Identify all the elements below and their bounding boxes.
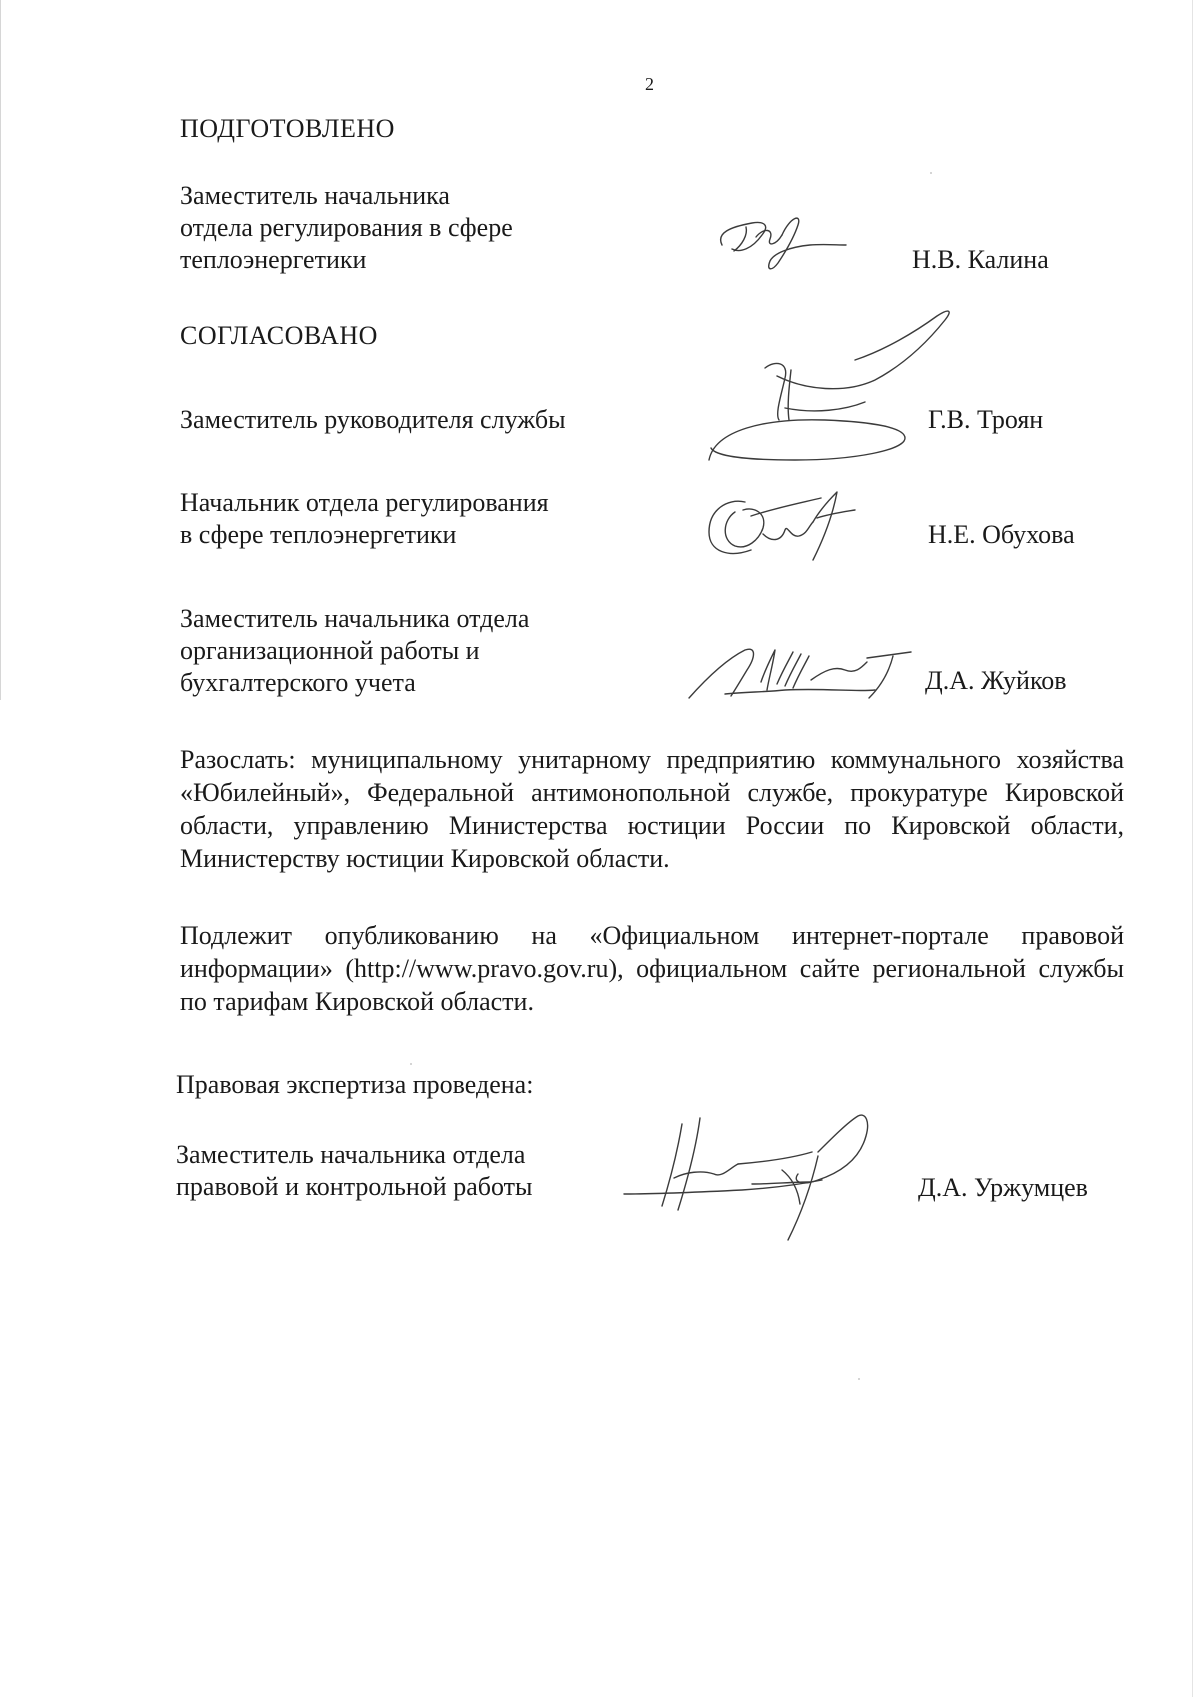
signatory-name-obukhova: Н.Е. Обухова [928, 520, 1075, 549]
legal-review-position [176, 1139, 532, 1203]
scan-speck [930, 172, 932, 174]
scan-edge-line [0, 0, 1, 700]
agreed-position-3 [180, 603, 529, 699]
position-line: Заместитель начальника отдела [180, 604, 530, 633]
position-line: Заместитель начальника [180, 181, 450, 210]
publication-paragraph: Подлежит опубликованию на «Официальном интернет-портале правовой информации» (http://www.pravo.gov.ru), официальном сайте региональной службы по тарифам Кировской области. [180, 921, 1124, 1016]
signature-urzhumtsev [622, 1108, 902, 1248]
agreed-position-2 [180, 487, 549, 551]
page-number: 2 [645, 74, 654, 94]
distribution-paragraph: Разослать: муниципальному унитарному предприятию коммунального хозяйства «Юбилейный», Федеральной антимонопольной службе, прокуратуре Кировской области, управлению Министерства юстиции России по Кировской области, Министерству юстиции Кировской области. [180, 745, 1124, 873]
signatory-name-urzhumtsev: Д.А. Уржумцев [918, 1173, 1088, 1202]
signature-kalina [712, 205, 852, 285]
signatory-name-zhuykov: Д.А. Жуйков [925, 666, 1067, 695]
agreed-heading: СОГЛАСОВАНО [180, 321, 378, 350]
position-line: теплоэнергетики [180, 245, 367, 274]
position-line: отдела регулирования в сфере [180, 213, 513, 242]
agreed-position-1: Заместитель руководителя службы [180, 405, 566, 434]
prepared-heading: ПОДГОТОВЛЕНО [180, 114, 395, 143]
position-line: Заместитель начальника отдела [176, 1140, 526, 1169]
position-line: правовой и контрольной работы [176, 1172, 533, 1201]
signature-obukhova [705, 488, 865, 568]
position-line: бухгалтерского учета [180, 668, 416, 697]
scan-edge-line [1192, 0, 1193, 1697]
scan-speck [858, 1378, 860, 1380]
position-line: в сфере теплоэнергетики [180, 520, 457, 549]
legal-review-heading: Правовая экспертиза проведена: [176, 1070, 534, 1099]
signature-troyan [705, 310, 955, 480]
signatory-name-troyan: Г.В. Троян [928, 405, 1044, 434]
position-line: Начальник отдела регулирования [180, 488, 549, 517]
scan-speck [410, 1063, 412, 1065]
signature-zhuykov [685, 640, 915, 710]
position-line: организационной работы и [180, 636, 480, 665]
signatory-name-kalina: Н.В. Калина [912, 245, 1049, 274]
prepared-position [180, 180, 513, 276]
